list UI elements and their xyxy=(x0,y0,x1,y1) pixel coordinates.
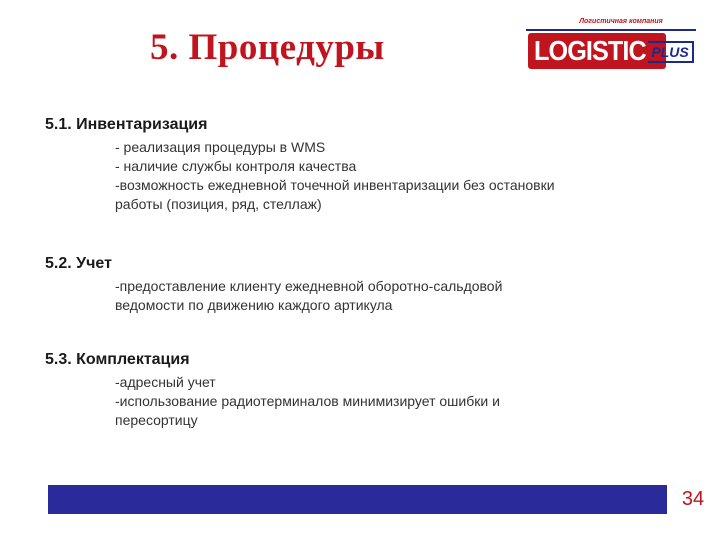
section-inventory xyxy=(45,116,555,214)
section-body xyxy=(115,373,500,430)
page-number: 34 xyxy=(681,488,705,510)
section-heading: 5.2. Учет xyxy=(45,255,112,272)
logo-divider xyxy=(526,29,696,31)
logo-wordmark xyxy=(528,33,666,69)
section-line: пересортицу xyxy=(115,412,198,428)
section-heading: 5.1. Инвентаризация xyxy=(45,116,208,133)
section-line: -использование радиотерминалов минимизирует ошибки и xyxy=(115,393,500,409)
footer-bar xyxy=(48,485,667,514)
logo-main-text: LOGISTIC xyxy=(534,35,646,66)
logo-suffix-box xyxy=(648,41,694,63)
section-line: -возможность ежедневной точечной инвентаризации без остановки xyxy=(115,177,555,193)
section-accounting xyxy=(45,255,502,315)
company-logo xyxy=(526,18,696,74)
section-picking xyxy=(45,351,500,430)
slide-title: 5. Процедуры xyxy=(150,27,385,68)
section-line: - реализация процедуры в WMS xyxy=(115,139,326,155)
section-heading: 5.3. Комплектация xyxy=(45,351,190,368)
section-line: - наличие службы контроля качества xyxy=(115,158,357,174)
section-line: -предоставление клиенту ежедневной оборотно-сальдовой xyxy=(115,278,503,294)
section-body xyxy=(115,138,555,214)
logo-tagline: Логистичная компания xyxy=(579,18,663,25)
section-line: -адресный учет xyxy=(115,374,216,390)
logo-suffix-text: PLUS xyxy=(651,44,689,60)
section-line: ведомости по движению каждого артикула xyxy=(115,297,393,313)
section-line: работы (позиция, ряд, стеллаж) xyxy=(115,196,322,212)
section-body xyxy=(115,277,502,315)
